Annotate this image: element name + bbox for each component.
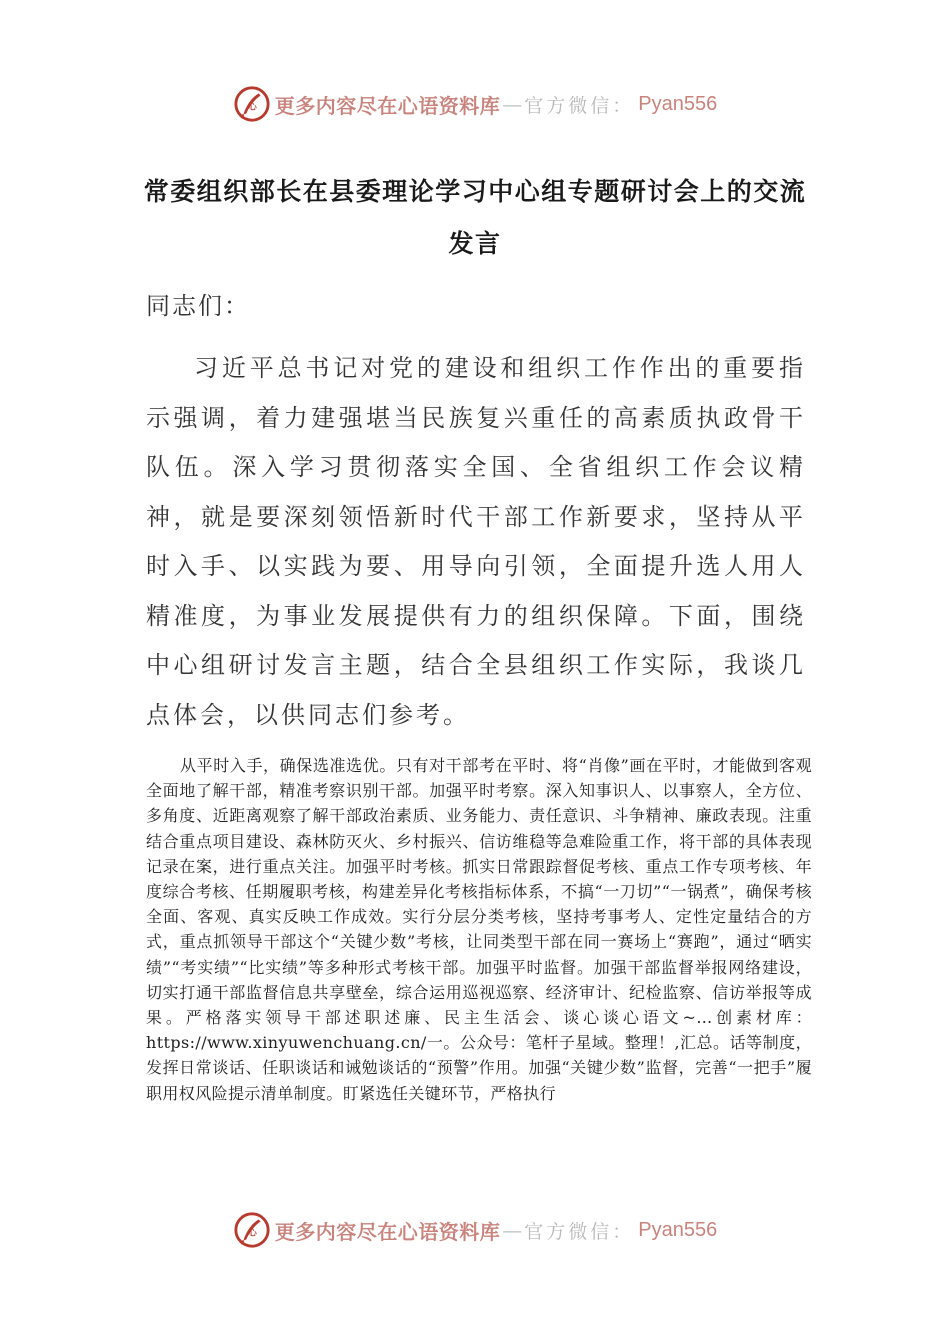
- banner-dash: —: [502, 92, 523, 116]
- quill-logo-icon: [233, 85, 271, 123]
- banner-main-text: 更多内容尽在心语资料库: [274, 1219, 501, 1244]
- banner-wechat-label: 官方微信：: [524, 1220, 635, 1243]
- banner-dash: —: [502, 1218, 523, 1242]
- banner-wechat-id: Pyan556: [638, 1218, 718, 1241]
- footer-banner: [0, 1208, 950, 1252]
- footer-banner-inner: [233, 1211, 717, 1249]
- banner-main-text: 更多内容尽在心语资料库: [274, 93, 501, 118]
- document-title-line2: 发言: [448, 229, 502, 258]
- svg-text:心: 心: [247, 102, 257, 113]
- body-paragraph-section1: 从平时入手，确保选准选优。只有对干部考在平时、将“肖像”画在平时，才能做到客观全面地了解干部，精准考察识别干部。加强平时考察。深入知事识人、以事察人，全方位、多角度、近距离观察了解干部政治素质、业务能力、责任意识、斗争精神、廉政表现。注重结合重点项目建设、森林防灭火、乡村振兴、信访维稳等急难险重工作，将干部的具体表现记录在案，进行重点关注。加强平时考核。抓实日常跟踪督促考核、重点工作专项考核、年度综合考核、任期履职考核，构建差异化考核指标体系，不搞“一刀切”“一锅煮”，确保考核全面、客观、真实反映工作成效。实行分层分类考核，坚持考事考人、定性定量结合的方式，重点抓领导干部这个“关键少数”考核，让同类型干部在同一赛场上“赛跑”，通过“晒实绩”“考实绩”“比实绩”等多种形式考核干部。加强平时监督。加强干部监督举报网络建设，切实打通干部监督信息共享壁垒，综合运用巡视巡察、经济审计、纪检监察、信访举报等成果。严格落实领导干部述职述廉、民主生活会、谈心谈心语文~…创素材库：https://www.xinyuwenchuang.cn/一。公众号：笔杆子星域。整理！,汇总。话等制度，发挥日常谈话、任职谈话和诫勉谈话的“预警”作用。加强“关键少数”监督，完善“一把手”履职用权风险提示清单制度。盯紧选任关键环节，严格执行: [146, 756, 812, 1103]
- banner-wechat-id: Pyan556: [638, 92, 718, 115]
- header-banner-inner: [233, 85, 717, 123]
- quill-logo-icon: [233, 1211, 271, 1249]
- document-title-line1: 常委组织部长在县委理论学习中心组专题研讨会上的交流: [143, 177, 807, 206]
- banner-wechat-label: 官方微信：: [524, 94, 635, 117]
- header-banner: [0, 82, 950, 126]
- salutation: 同志们：: [146, 292, 250, 320]
- body-paragraph-intro: 习近平总书记对党的建设和组织工作作出的重要指示强调，着力建强堪当民族复兴重任的高素质执政骨干队伍。深入学习贯彻落实全国、全省组织工作会议精神，就是要深刻领悟新时代干部工作新要求，坚持从平时入手、以实践为要、用导向引领，全面提升选人用人精准度，为事业发展提供有力的组织保障。下面，围绕中心组研讨发言主题，结合全县组织工作实际，我谈几点体会，以供同志们参考。: [146, 354, 806, 729]
- svg-text:心: 心: [247, 1228, 257, 1239]
